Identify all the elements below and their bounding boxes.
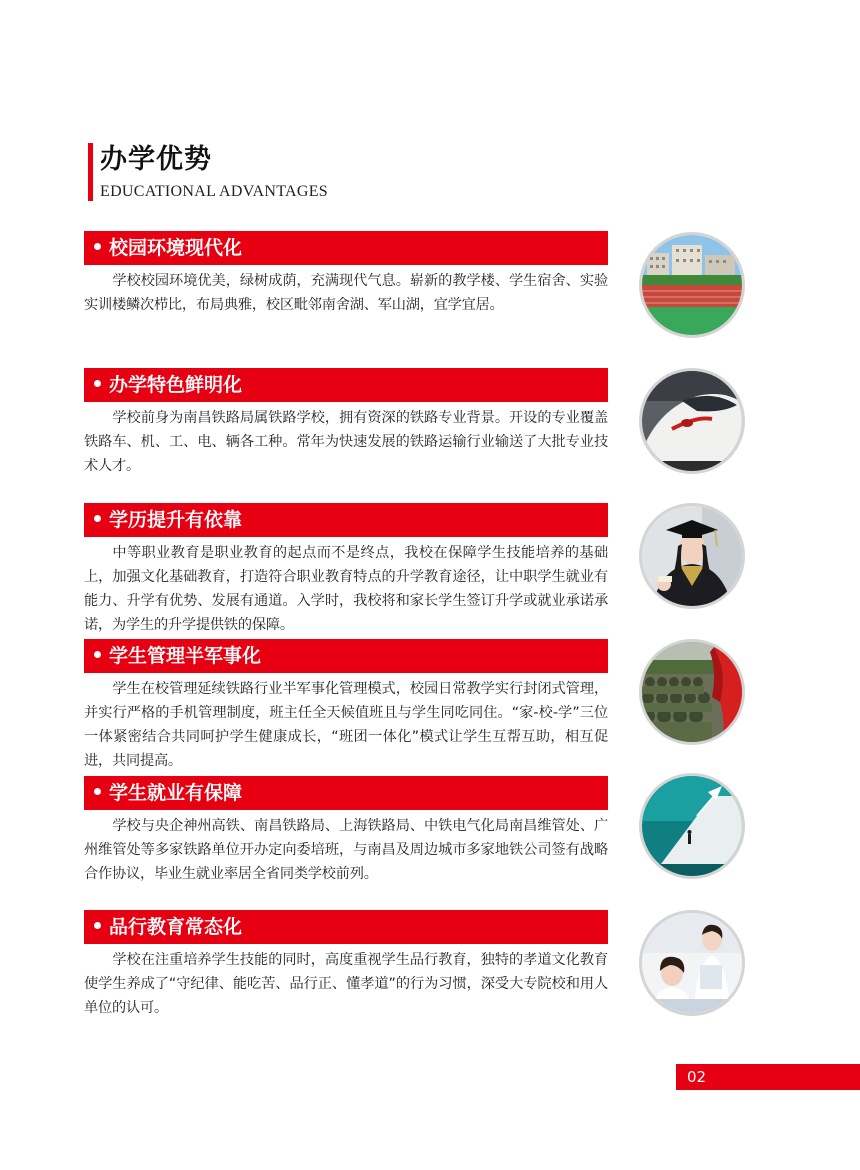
classroom-photo	[639, 910, 745, 1016]
section-heading-bar	[84, 503, 608, 537]
campus-photo	[639, 232, 745, 338]
section-heading-bar	[84, 231, 608, 265]
career-growth-photo	[639, 773, 745, 879]
section-employment-guarantee	[84, 776, 748, 886]
section-campus-environment	[84, 231, 748, 317]
bullet-dot-icon	[94, 788, 101, 795]
section-text: 中等职业教育是职业教育的起点而不是终点，我校在保障学生技能培养的基础上，加强文化基础教育，打造符合职业教育特点的升学教育途径，让中职学生就业有能力、升学有优势、发展有通道。入学时，我校将和家长学生签订升学或就业承诺承诺，为学生的升学提供铁的保障。	[84, 545, 608, 633]
section-semi-military-management	[84, 639, 748, 773]
section-heading-bar	[84, 910, 608, 944]
bullet-dot-icon	[94, 243, 101, 250]
section-heading-bar	[84, 639, 608, 673]
section-heading: 学生就业有保障	[109, 782, 243, 804]
section-heading-bar	[84, 776, 608, 810]
section-heading: 校园环境现代化	[109, 237, 243, 259]
page-number: 02	[676, 1064, 860, 1090]
section-text: 学校在注重培养学生技能的同时，高度重视学生品行教育，独特的孝道文化教育使学生养成了“守纪律、能吃苦、品行正、懂孝道”的行为习惯，深受大专院校和用人单位的认可。	[84, 952, 608, 1016]
title-accent-bar	[88, 143, 93, 201]
section-heading: 办学特色鲜明化	[109, 374, 243, 396]
high-speed-train-photo	[639, 368, 745, 474]
section-character-education	[84, 910, 748, 1020]
section-heading: 学生管理半军事化	[109, 645, 262, 667]
section-school-features	[84, 368, 748, 478]
section-text: 学生在校管理延续铁路行业半军事化管理模式，校园日常教学实行封闭式管理，并实行严格的手机管理制度，班主任全天候值班且与学生同吃同住。“家-校-学”三位一体紧密结合共同呵护学生健康成长，“班团一体化”模式让学生互帮互助，相互促进，共同提高。	[84, 681, 608, 769]
section-academic-advancement	[84, 503, 748, 637]
section-heading: 学历提升有依靠	[109, 509, 243, 531]
page-title: 办学优势	[100, 144, 212, 175]
military-training-photo	[639, 639, 745, 745]
bullet-dot-icon	[94, 515, 101, 522]
bullet-dot-icon	[94, 922, 101, 929]
bullet-dot-icon	[94, 380, 101, 387]
bullet-dot-icon	[94, 651, 101, 658]
graduate-photo	[639, 503, 745, 609]
section-heading: 品行教育常态化	[109, 916, 243, 938]
section-heading-bar	[84, 368, 608, 402]
section-text: 学校前身为南昌铁路局属铁路学校，拥有资深的铁路专业背景。开设的专业覆盖铁路车、机、工、电、辆各工种。常年为快速发展的铁路运输行业输送了大批专业技术人才。	[84, 410, 608, 474]
section-text: 学校校园环境优美，绿树成荫，充满现代气息。崭新的教学楼、学生宿舍、实验实训楼鳞次栉比，布局典雅，校区毗邻南舍湖、军山湖，宜学宜居。	[84, 273, 608, 313]
page-subtitle: EDUCATIONAL ADVANTAGES	[100, 183, 328, 200]
section-text: 学校与央企神州高铁、南昌铁路局、上海铁路局、中铁电气化局南昌维管处、广州维管处等多家铁路单位开办定向委培班，与南昌及周边城市多家地铁公司签有战略合作协议，毕业生就业率居全省同类学校前列。	[84, 818, 608, 882]
